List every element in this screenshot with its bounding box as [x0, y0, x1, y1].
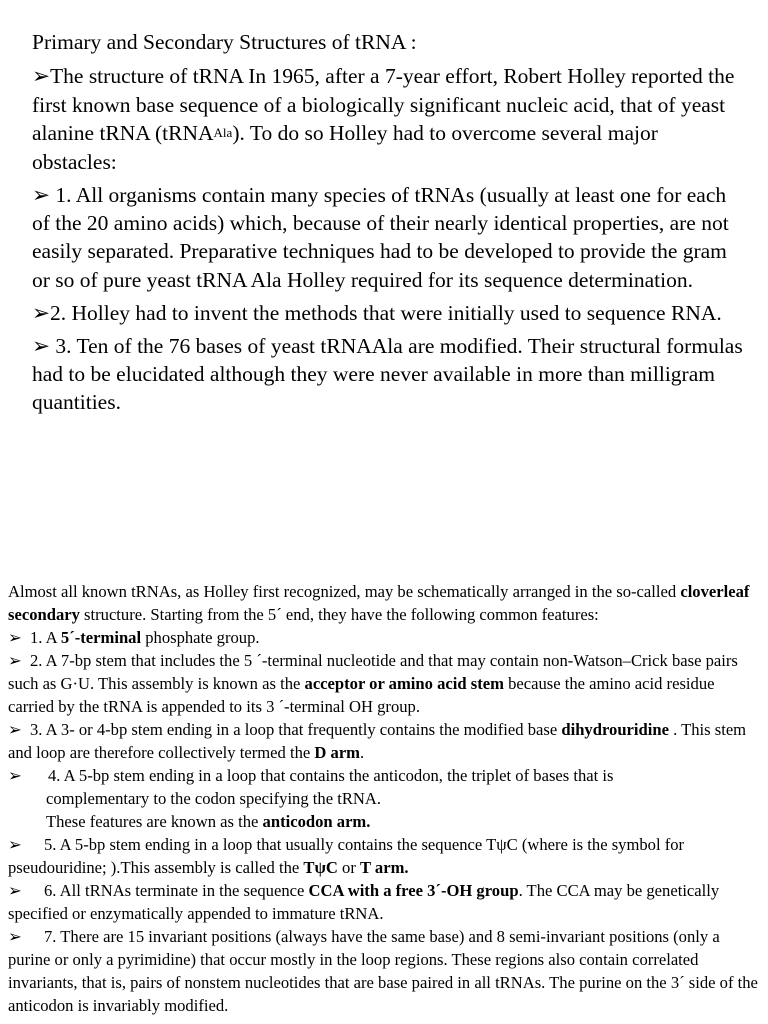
feature-3 — [8, 718, 760, 764]
feature-7-text: 7. There are 15 invariant positions (always have the same base) and 8 semi-invariant positions (only a purine or only a pyrimidine) that occur mostly in the loop regions. These regions also contain correlated invariants, that is, pairs of nonstem nucleotides that are base paired in all tRNAs. The purine on the 3´ side of the anticodon is invariably modified. — [8, 927, 758, 1015]
feature-3-text-end: . — [360, 743, 365, 762]
feature-2-text-end: because the amino acid residue carried by the tRNA is appended to its 3 ´-terminal OH group. — [8, 674, 715, 716]
feature-2-text: 2. A 7-bp stem that includes the 5 ´-terminal nucleotide and that may contain non-Watson–Crick base pairs such as G·U. This assembly is known as the — [8, 651, 738, 693]
feature-3-bold: dihydrouridine — [561, 720, 669, 739]
feature-4-text: 4. A 5-bp stem ending in a loop that contains the anticodon, the triplet of bases that is — [48, 766, 614, 785]
feature-1 — [8, 626, 760, 649]
feature-5-bold: TψC — [303, 858, 338, 877]
feature-4-cont: complementary to the codon specifying the tRNA. — [46, 789, 382, 808]
arrow-bullet-icon: ➢ — [8, 881, 22, 900]
feature-1-bold: 5´-terminal — [60, 628, 142, 647]
feature-3-bold-2: D arm — [314, 743, 361, 762]
arrow-bullet-icon: ➢ — [8, 628, 22, 647]
intro-text: Almost all known tRNAs, as Holley first recognized, may be schematically arranged in the so-called — [8, 582, 681, 601]
arrow-bullet-icon: ➢ — [8, 766, 22, 785]
bullet-1: ➢ 1. All organisms contain many species of tRNAs (usually at least one for each of the 20 amino acids) which, because of their nearly identical properties, are not easily separated. Preparative techniques had to be developed to provide the gram or so of pure yeast tRNA Ala Holley required for its sequence determination. — [32, 182, 729, 292]
feature-4 — [8, 764, 760, 787]
page-title: Primary and Secondary Structures of tRNA : — [32, 30, 417, 54]
slide-top-text — [32, 28, 748, 421]
feature-6-bold: CCA with a free 3´-OH group — [308, 881, 519, 900]
bullet-3: ➢ 3. Ten of the 76 bases of yeast tRNAAla are modified. Their structural formulas had to be elucidated although they were never available in more than milligram quantities. — [32, 333, 743, 415]
arrow-bullet-icon: ➢ — [8, 927, 22, 946]
slide-bottom-text — [8, 580, 760, 1017]
feature-5-bold-2: T arm. — [360, 858, 409, 877]
arrow-bullet-icon: ➢ — [8, 651, 22, 670]
bullet-2: ➢2. Holley had to invent the methods that were initially used to sequence RNA. — [32, 300, 722, 325]
feature-3-text: 3. A 3- or 4-bp stem ending in a loop that frequently contains the modified base — [30, 720, 562, 739]
feature-5-text: 5. A 5-bp stem ending in a loop that usually contains the sequence TψC (where is the symbol for pseudouridine; ).This assembly is called the — [8, 835, 685, 877]
feature-5 — [8, 833, 760, 879]
intro-bullet-text-b: ). To do so Holley had to overcome several major obstacles: — [32, 121, 658, 174]
cloverleaf-intro — [8, 580, 760, 626]
feature-7 — [8, 925, 760, 1017]
intro-bullet-text-a: ➢The structure of tRNA In 1965, after a 7-year effort, Robert Holley reported the first known base sequence of a biologically significant nucleic acid, that of yeast alanine tRNA (tRNA — [32, 64, 735, 146]
feature-6-text: 6. All tRNAs terminate in the sequence — [44, 881, 309, 900]
feature-2-bold: acceptor or amino acid stem — [304, 674, 504, 693]
intro-text-end: structure. Starting from the 5´ end, they have the following common features: — [79, 605, 599, 624]
arrow-bullet-icon: ➢ — [8, 835, 22, 854]
feature-4-text-c: These features are known as the — [46, 812, 263, 831]
feature-1-text: 1. A — [30, 628, 61, 647]
feature-4-bold: anticodon arm. — [262, 812, 371, 831]
feature-6-text-end: . The CCA may be genetically specified or enzymatically appended to immature tRNA. — [8, 881, 720, 923]
arrow-bullet-icon: ➢ — [8, 720, 22, 739]
feature-4-cont-2 — [8, 810, 760, 833]
ala-superscript: Ala — [213, 125, 233, 141]
feature-2 — [8, 649, 760, 718]
feature-1-text-end: phosphate group. — [141, 628, 260, 647]
feature-5-text-mid: or — [337, 858, 360, 877]
intro-bold: cloverleaf secondary — [8, 582, 750, 624]
feature-3-text-mid: . This stem and loop are therefore collectively termed the — [8, 720, 747, 762]
feature-6 — [8, 879, 760, 925]
intro-bullet — [32, 62, 748, 176]
